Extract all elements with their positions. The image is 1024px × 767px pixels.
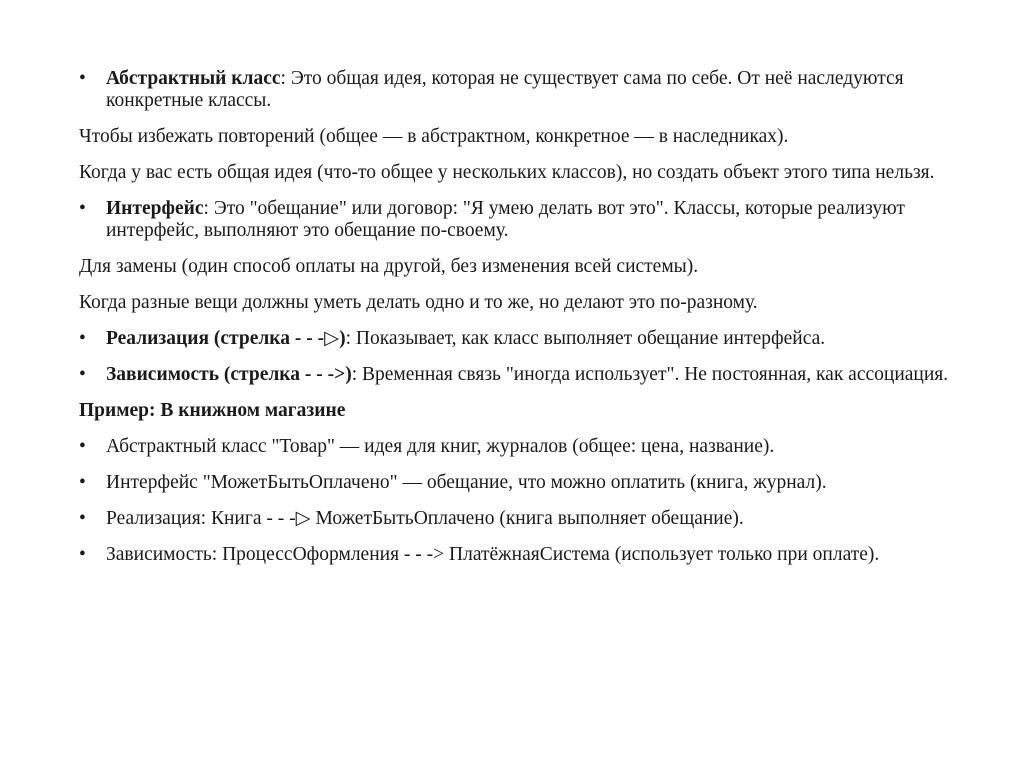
bullet-dependency: [79, 364, 959, 386]
bullet-text: Реализация: Книга - - -▷ МожетБытьОплачено (книга выполняет обещание).: [106, 508, 744, 529]
paragraph-interface-when: Когда разные вещи должны уметь делать одно и то же, но делают это по-разному.: [79, 292, 758, 313]
paragraph-abstract-when: Когда у вас есть общая идея (что-то общее у нескольких классов), но создать объект этого типа нельзя.: [79, 162, 935, 183]
example-bullet-realization: [79, 508, 959, 530]
bullet-text: : Показывает, как класс выполняет обещание интерфейса.: [345, 328, 826, 349]
bullet-text: Зависимость: ПроцессОформления - - -> ПлатёжнаяСистема (использует только при оплате).: [106, 544, 880, 565]
bullet-dot: •: [79, 472, 86, 493]
paragraph-abstract-why: Чтобы избежать повторений (общее — в абстрактном, конкретное — в наследниках).: [79, 126, 789, 147]
example-bullet-abstract: [79, 436, 959, 458]
bullet-dot: •: [79, 508, 86, 529]
example-bullet-interface: [79, 472, 959, 494]
example-heading: Пример: В книжном магазине: [79, 400, 346, 421]
bullet-dot: •: [79, 328, 86, 349]
paragraph-interface-why: Для замены (один способ оплаты на другой, без изменения всей системы).: [79, 256, 699, 277]
term-realization: Реализация (стрелка - - -▷): [106, 328, 346, 349]
bullet-interface: [79, 198, 959, 242]
bullet-text: : Это "обещание" или договор: "Я умею делать вот это". Классы, которые реализуют интерфейс, выполняют это обещание по-своему.: [106, 198, 905, 241]
bullet-text: Интерфейс "МожетБытьОплачено" — обещание, что можно оплатить (книга, журнал).: [106, 472, 827, 493]
term-interface: Интерфейс: [106, 198, 204, 219]
bullet-dot: •: [79, 198, 86, 219]
bullet-text: : Это общая идея, которая не существует сама по себе. От неё наследуются конкретные классы.: [106, 68, 904, 111]
bullet-realization: [79, 328, 959, 350]
example-bullet-dependency: [79, 544, 959, 566]
term-abstract-class: Абстрактный класс: [106, 68, 281, 89]
bullet-dot: •: [79, 544, 86, 565]
bullet-dot: •: [79, 364, 86, 385]
bullet-dot: •: [79, 68, 86, 89]
bullet-text: Абстрактный класс "Товар" — идея для книг, журналов (общее: цена, название).: [106, 436, 775, 457]
bullet-abstract-class: [79, 68, 959, 112]
bullet-text: : Временная связь "иногда использует". Не постоянная, как ассоциация.: [351, 364, 949, 385]
bullet-dot: •: [79, 436, 86, 457]
slide-content: [79, 68, 959, 580]
term-dependency: Зависимость (стрелка - - ->): [106, 364, 352, 385]
